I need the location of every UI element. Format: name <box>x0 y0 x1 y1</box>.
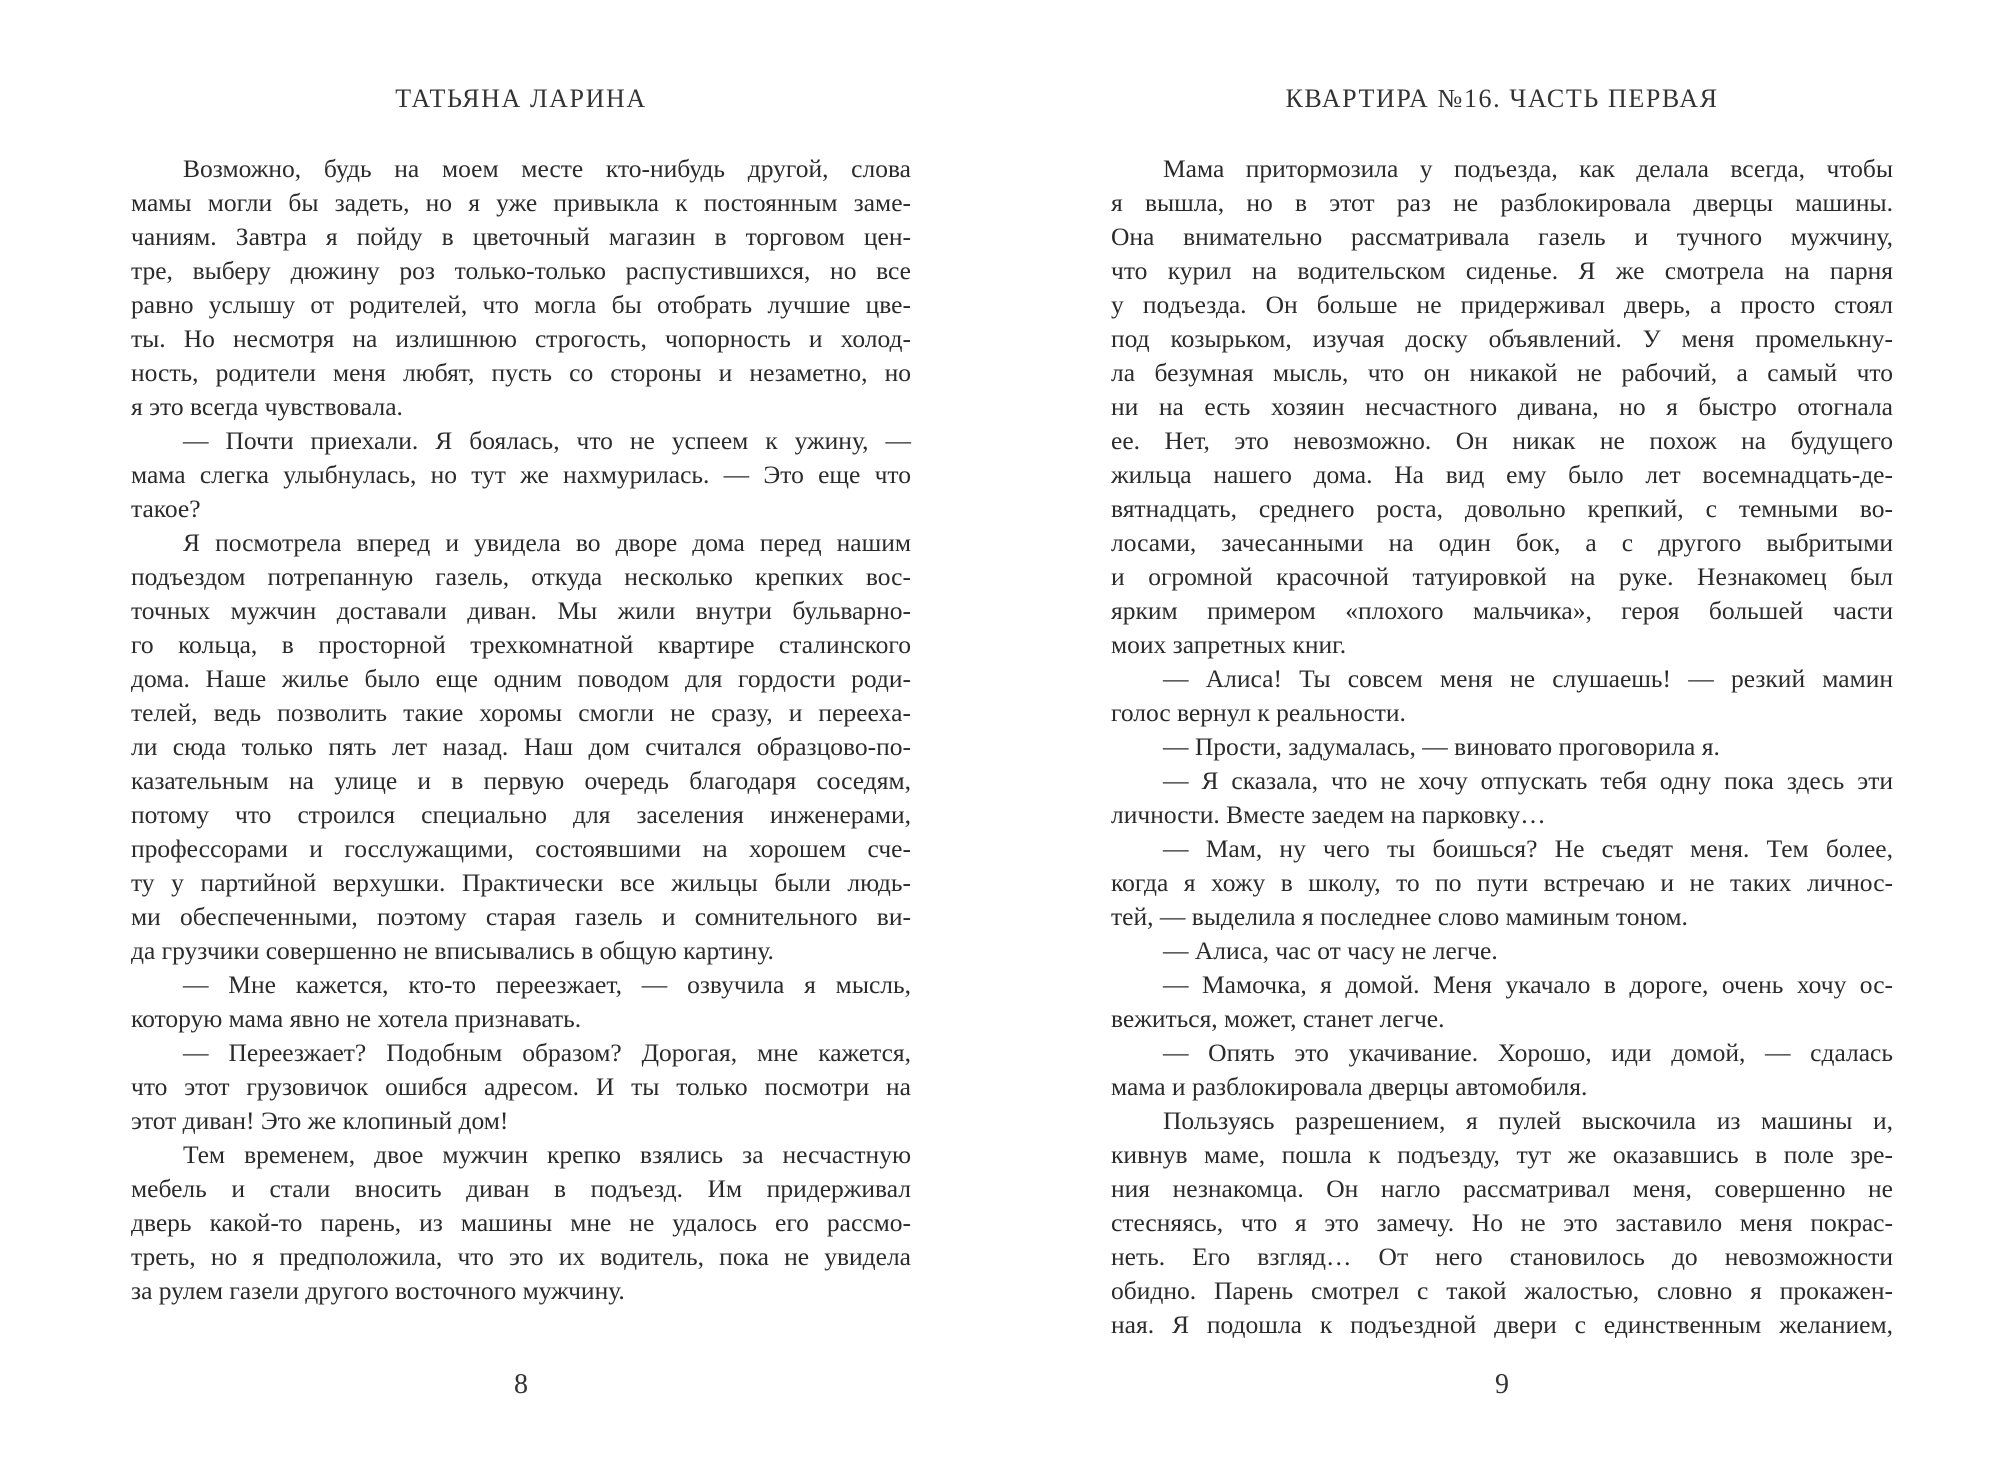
text-line: — Прости, задумалась, — виновато проговорила я. <box>1163 732 1720 761</box>
text-line: ная. Я подошла к подъездной двери с единственным желанием, <box>1111 1310 1893 1339</box>
text-line: — Опять это укачивание. Хорошо, иди домой, — сдалась <box>1163 1038 1893 1067</box>
text-line: го кольца, в просторной трехкомнатной квартире сталинского <box>131 630 911 659</box>
text-line: тей, — выделила я последнее слово маминым тоном. <box>1111 902 1688 931</box>
text-line: ми обеспеченными, поэтому старая газель и сомнительного ви- <box>131 902 911 931</box>
text-line: телей, ведь позволить такие хоромы смогли не сразу, и переехa- <box>131 698 911 727</box>
text-line: неть. Его взгляд… От него становилось до невозможности <box>1111 1242 1893 1271</box>
page-number-left: 8 <box>514 1369 528 1400</box>
text-line: мама и разблокировала дверцы автомобиля. <box>1111 1072 1588 1101</box>
text-line: под козырьком, изучая доску объявлений. У меня промелькну- <box>1111 324 1893 353</box>
right-page-text <box>1111 152 1893 1342</box>
text-line: ность, родители меня любят, пусть со стороны и незаметно, но <box>131 358 911 387</box>
page-number-right: 9 <box>1495 1369 1509 1400</box>
text-line: ния незнакомца. Он нагло рассматривал меня, совершенно не <box>1111 1174 1893 1203</box>
text-line: профессорами и госслужащими, состоявшими на хорошем сче- <box>131 834 911 863</box>
text-line: тре, выберу дюжину роз только-только распустившихся, но все <box>131 256 911 285</box>
text-line: равно услышу от родителей, что могла бы отобрать лучшие цве- <box>131 290 911 319</box>
text-line: ла безумная мысль, что он никакой не рабочий, а самый что <box>1111 358 1893 387</box>
text-line: этот диван! Это же клопиный дом! <box>131 1106 509 1135</box>
text-line: — Мне кажется, кто-то переезжает, — озвучила я мысль, <box>183 970 911 999</box>
text-line: ее. Нет, это невозможно. Он никак не похож на будущего <box>1111 426 1893 455</box>
text-line: Я посмотрела вперед и увидела во дворе дома перед нашим <box>183 528 911 557</box>
text-line: — Алиса! Ты совсем меня не слушаешь! — резкий мамин <box>1163 664 1893 693</box>
text-line: вятнадцать, среднего роста, довольно крепкий, с темными во- <box>1111 494 1893 523</box>
text-line: Она внимательно рассматривала газель и тучного мужчину, <box>1111 222 1893 251</box>
text-line: мамы могли бы задеть, но я уже привыкла к постоянным заме- <box>131 188 911 217</box>
text-line: — Алиса, час от часу не легче. <box>1163 936 1498 965</box>
text-line: обидно. Парень смотрел с такой жалостью, словно я прокажен- <box>1111 1276 1893 1305</box>
text-line: такое? <box>131 494 201 523</box>
text-line: я это всегда чувствовала. <box>131 392 403 421</box>
text-line: казательным на улице и в первую очередь благодаря соседям, <box>131 766 911 795</box>
text-line: когда я хожу в школу, то по пути встречаю и не таких личнос- <box>1111 868 1893 897</box>
text-line: ярким примером «плохого мальчика», героя большей части <box>1111 596 1893 625</box>
text-line: вежиться, может, станет легче. <box>1111 1004 1445 1033</box>
text-line: ту у партийной верхушки. Практически все жильцы были людь- <box>131 868 911 897</box>
text-line: ты. Но несмотря на излишнюю строгость, чопорность и холод- <box>131 324 911 353</box>
text-line: да грузчики совершенно не вписывались в общую картину. <box>131 936 774 965</box>
text-line: ли сюда только пять лет назад. Наш дом считался образцово-по- <box>131 732 911 761</box>
text-line: — Мамочка, я домой. Меня укачало в дороге, очень хочу ос- <box>1163 970 1893 999</box>
text-line: дома. Наше жилье было еще одним поводом для гордости роди- <box>131 664 911 693</box>
text-line: чаниям. Завтра я пойду в цветочный магазин в торговом цен- <box>131 222 911 251</box>
text-line: — Переезжает? Подобным образом? Дорогая, мне кажется, <box>183 1038 911 1067</box>
text-line: подъездом потрепанную газель, откуда несколько крепких вос- <box>131 562 911 591</box>
text-line: Тем временем, двое мужчин крепко взялись за несчастную <box>183 1140 911 1169</box>
text-line: за рулем газели другого восточного мужчину. <box>131 1276 625 1305</box>
text-line: что этот грузовичок ошибся адресом. И ты только посмотри на <box>131 1072 911 1101</box>
text-line: личности. Вместе заедем на парковку… <box>1111 800 1546 829</box>
text-line: голос вернул к реальности. <box>1111 698 1406 727</box>
text-line: ни на есть хозяин несчастного дивана, но я быстро отогнала <box>1111 392 1893 421</box>
text-line: — Я сказала, что не хочу отпускать тебя одну пока здесь эти <box>1163 766 1893 795</box>
running-head-author: ТАТЬЯНА ЛАРИНА <box>395 84 647 113</box>
running-head-title: КВАРТИРА №16. ЧАСТЬ ПЕРВАЯ <box>1285 84 1719 113</box>
text-line: Возможно, будь на моем месте кто-нибудь другой, слова <box>183 154 911 183</box>
text-line: жильца нашего дома. На вид ему было лет восемнадцать-де- <box>1111 460 1893 489</box>
text-line: мама слегка улыбнулась, но тут же нахмурилась. — Это еще что <box>131 460 911 489</box>
text-line: у подъезда. Он больше не придерживал дверь, а просто стоял <box>1111 290 1893 319</box>
text-line: треть, но я предположила, что это их водитель, пока не увидела <box>131 1242 911 1271</box>
text-line: — Почти приехали. Я боялась, что не успеем к ужину, — <box>183 426 911 455</box>
text-line: мебель и стали вносить диван в подъезд. Им придерживал <box>131 1174 911 1203</box>
text-line: и огромной красочной татуировкой на руке. Незнакомец был <box>1111 562 1893 591</box>
text-line: которую мама явно не хотела признавать. <box>131 1004 582 1033</box>
text-line: моих запретных книг. <box>1111 630 1347 659</box>
text-line: точных мужчин доставали диван. Мы жили внутри бульварно- <box>131 596 911 625</box>
text-line: я вышла, но в этот раз не разблокировала дверцы машины. <box>1111 188 1893 217</box>
text-line: Пользуясь разрешением, я пулей выскочила из машины и, <box>1163 1106 1893 1135</box>
text-line: кивнув маме, пошла к подъезду, тут же оказавшись в поле зре- <box>1111 1140 1893 1169</box>
text-line: — Мам, ну чего ты боишься? Не съедят меня. Тем более, <box>1163 834 1893 863</box>
text-line: что курил на водительском сиденье. Я же смотрела на парня <box>1111 256 1893 285</box>
text-line: лосами, зачесанными на один бок, а с другого выбритыми <box>1111 528 1893 557</box>
text-line: стесняясь, что я это замечу. Но не это заставило меня покрас- <box>1111 1208 1893 1237</box>
text-line: Мама притормозила у подъезда, как делала всегда, чтобы <box>1163 154 1893 183</box>
text-line: потому что строился специально для заселения инженерами, <box>131 800 911 829</box>
text-line: дверь какой-то парень, из машины мне не удалось его рассмо- <box>131 1208 911 1237</box>
left-page-text <box>131 152 911 1308</box>
